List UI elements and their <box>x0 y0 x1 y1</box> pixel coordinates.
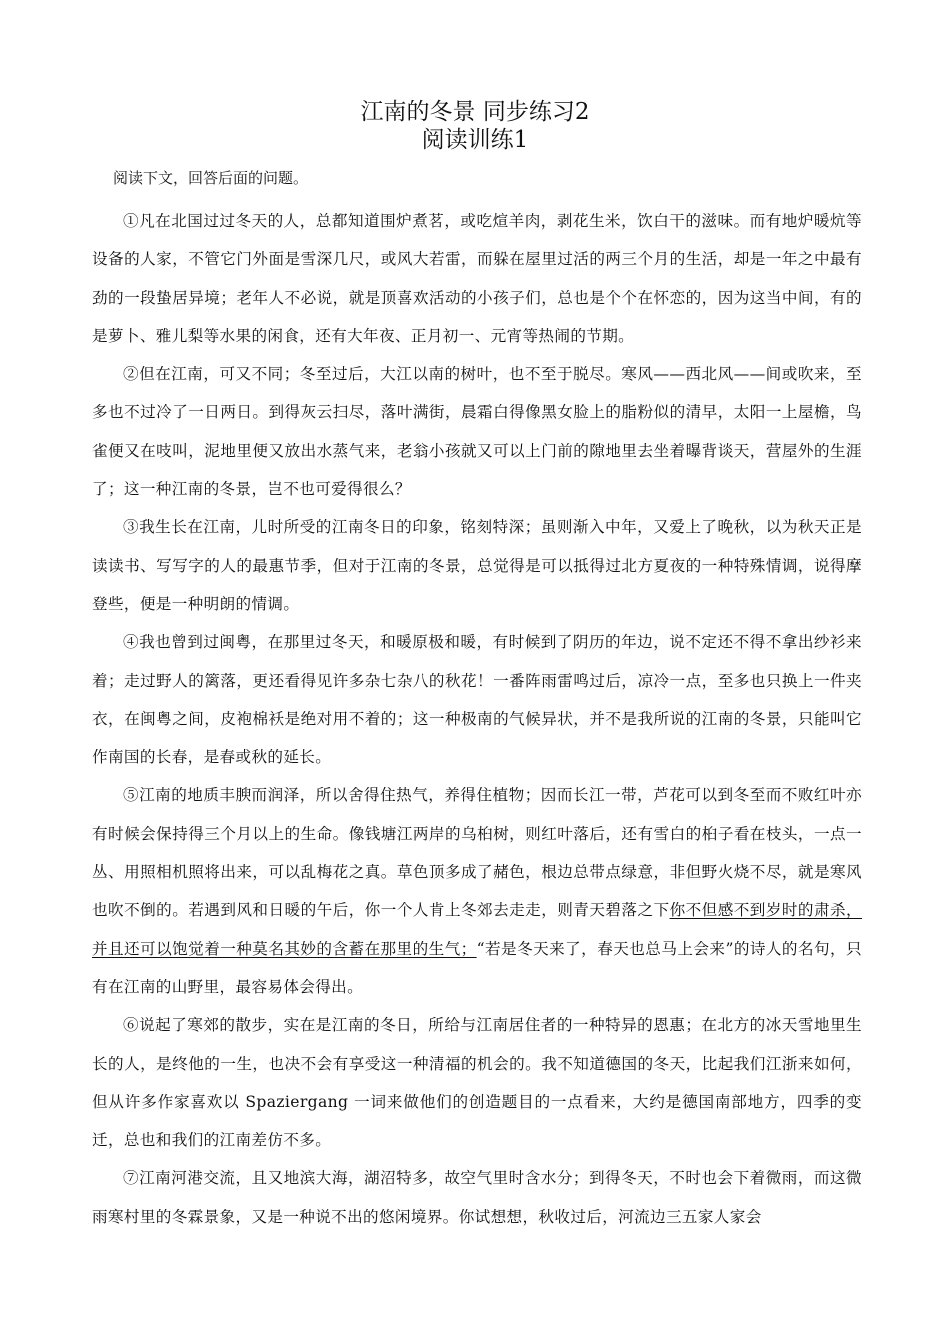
paragraph-5-after: “若是冬天来了，春天也总马上会来”的诗人的名句，只有在江南的山野里，最容易体会得出。 <box>92 939 862 996</box>
title-block <box>0 98 950 154</box>
paragraph-6: ⑥说起了寒郊的散步，实在是江南的冬日，所给与江南居住者的一种特异的恩惠；在北方的冰天雪地里生长的人，是终他的一生，也决不会有享受这一种清福的机会的。我不知道德国的冬天，比起我们江浙来如何，但从许多作家喜欢以 Spaziergang 一词来做他们的创造题目的一点看来，大约是德国南部地方，四季的变迁，总也和我们的江南差仿不多。 <box>92 1016 862 1150</box>
reading-instruction: 阅读下文，回答后面的问题。 <box>113 169 309 187</box>
document-subtitle: 阅读训练1 <box>421 127 529 153</box>
paragraph-5-before: ⑤江南的地质丰腴而润泽，所以舍得住热气，养得住植物；因而长江一带，芦花可以到冬至而不败红叶亦有时候会保持得三个月以上的生命。像钱塘江两岸的乌桕树，则红叶落后，还有雪白的桕子看在枝头，一点一丛、用照相机照将出来，可以乱梅花之真。草色顶多成了赭色，根边总带点绿意，非但野火烧不尽，就是寒风也吹不倒的。若遇到风和日暖的午后，你一个人肯上冬郊去走走，则青天碧落之下 <box>92 786 862 920</box>
paragraph-1: ①凡在北国过过冬天的人，总都知道围炉煮茗，或吃煊羊肉，剥花生米，饮白干的滋味。而有地炉暖炕等设备的人家，不管它门外面是雪深几尺，或风大若雷，而躲在屋里过活的两三个月的生活，却是一年之中最有劲的一段蛰居异境；老年人不必说，就是顶喜欢活动的小孩子们，总也是个个在怀恋的，因为这当中间，有的是萝卜、雅儿梨等水果的闲食，还有大年夜、正月初一、元宵等热闹的节期。 <box>92 212 862 345</box>
underlined-sentence: 你不但感不到岁时的肃杀，并且还可以饱觉着一种莫名其妙的含蓄在那里的生气； <box>92 901 863 958</box>
paragraph-3: ③我生长在江南，儿时所受的江南冬日的印象，铭刻特深；虽则渐入中年，又爱上了晚秋，以为秋天正是读读书、写写字的人的最惠节季，但对于江南的冬景，总觉得是可以抵得过北方夏夜的一种特殊情调，说得摩登些，便是一种明朗的情调。 <box>92 518 862 613</box>
document-title: 江南的冬景 同步练习2 <box>360 99 590 125</box>
paragraph-7: ⑦江南河港交流，且又地滨大海，湖沼特多，故空气里时含水分；到得冬天，不时也会下着微雨，而这微雨寒村里的冬霖景象，又是一种说不出的悠闲境界。你试想想，秋收过后，河流边三五家人家会 <box>92 1169 862 1226</box>
article-body <box>92 202 862 1236</box>
paragraph-5 <box>92 776 862 1006</box>
paragraph-2: ②但在江南，可又不同；冬至过后，大江以南的树叶，也不至于脱尽。寒风——西北风——间或吹来，至多也不过冷了一日两日。到得灰云扫尽，落叶满街，晨霜白得像黑女脸上的脂粉似的清早，太阳一上屋檐，鸟雀便又在吱叫，泥地里便又放出水蒸气来，老翁小孩就又可以上门前的隙地里去坐着曝背谈天，营屋外的生涯了；这一种江南的冬景，岂不也可爱得很么？ <box>92 365 862 499</box>
paragraph-4: ④我也曾到过闽粤，在那里过冬天，和暖原极和暖，有时候到了阴历的年边，说不定还不得不拿出纱衫来着；走过野人的篱落，更还看得见许多杂七杂八的秋花！一番阵雨雷鸣过后，凉冷一点，至多也只换上一件夹衣，在闽粤之间，皮袍棉袄是绝对用不着的；这一种极南的气候异状，并不是我所说的江南的冬景，只能叫它作南国的长春，是春或秋的延长。 <box>92 633 862 767</box>
